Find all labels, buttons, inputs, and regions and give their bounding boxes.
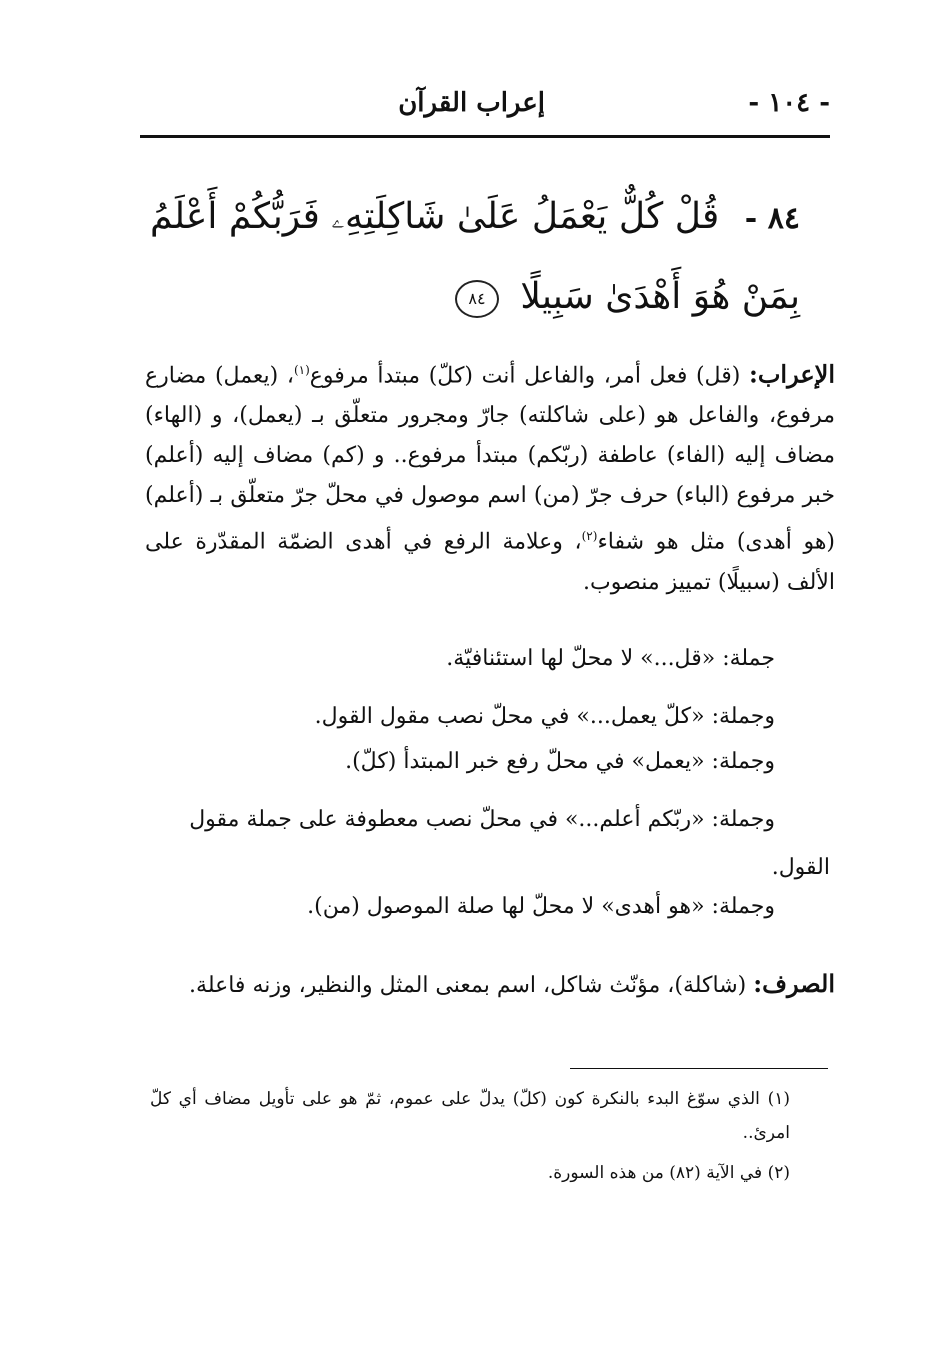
verse-text: قُلْ كُلٌّ يَعْمَلُ عَلَىٰ شَاكِلَتِهِۦ فَرَبُّكُمْ أَعْلَمُ بِمَنْ هُوَ أَهْدَىٰ سَبِيلًا <box>150 196 800 317</box>
running-title: إعراب القرآن <box>398 88 545 118</box>
footnote-ref-2[interactable]: (٢) <box>581 529 598 544</box>
page-number: - ١٠٤ - <box>748 88 830 118</box>
jumla-line-4-text: وجملة: «ربّكم أعلم...» في محلّ نصب معطوفة على جملة مقول <box>189 807 775 832</box>
footnote-2: (٢) في الآية (٨٢) من هذه السورة. <box>547 1163 790 1183</box>
jumla-line-4 <box>145 796 830 892</box>
sarf-section <box>150 960 835 1010</box>
sarf-text: (شاكلة)، مؤنّث شاكل، اسم بمعنى المثل والنظير، وزنه فاعلة. <box>189 973 747 998</box>
irab-section <box>145 350 835 603</box>
sarf-label: الصرف: <box>753 969 835 998</box>
sarf-paragraph <box>150 960 835 1010</box>
quran-verse <box>150 178 800 336</box>
footnote-ref-1[interactable]: (١) <box>293 363 310 377</box>
irab-text: (قل) فعل أمر، والفاعل أنت (كلّ) مبتدأ مرفوع <box>309 363 741 389</box>
irab-text-2: ، (يعمل) مضارع مرفوع، والفاعل هو (على شاكلته) جارّ ومجرور متعلّق بـ (يعمل)، و (الهاء) مضاف إليه (الفاء) عاطفة (ربّكم) مبتدأ مرفوع.. و (كم) مضاف إليه (أعلم) خبر مرفوع (الباء) حرف جرّ (من) اسم موصول في محلّ جرّ متعلّق بـ (أعلم) (هو أهدى) مثل هو شفاء <box>145 363 836 555</box>
footnote-1: (١) الذي سوّغ البدء بالنكرة كون (كلّ) يدلّ على عموم، ثمّ هو على تأويل مضاف أي كلّ امرئ.. <box>150 1089 790 1143</box>
verse-end-marker-icon: ٨٤ <box>455 280 499 318</box>
footnotes <box>150 1082 790 1194</box>
irab-paragraph <box>145 350 835 603</box>
verse-number: ٨٤ - <box>744 201 800 236</box>
footnote-separator <box>570 1068 828 1069</box>
irab-text-3: ، وعلامة الرفع في أهدى الضمّة المقدّرة على الألف (سبيلًا) تمييز منصوب. <box>145 529 835 595</box>
irab-label: الإعراب: <box>748 359 836 389</box>
jumla-line-3: وجملة: «يعمل» في محلّ رفع خبر المبتدأ (كلّ). <box>345 749 775 774</box>
page-header <box>140 84 830 134</box>
jumla-line-4-continuation: القول. <box>771 855 830 880</box>
jumla-line-5: وجملة: «هو أهدى» لا محلّ لها صلة الموصول (من). <box>307 894 775 919</box>
jumla-line-1: جملة: «قل...» لا محلّ لها استئنافيّة. <box>446 646 775 671</box>
jumla-line-2: وجملة: «كلّ يعمل...» في محلّ نصب مقول القول. <box>314 704 775 729</box>
header-rule <box>140 135 830 138</box>
